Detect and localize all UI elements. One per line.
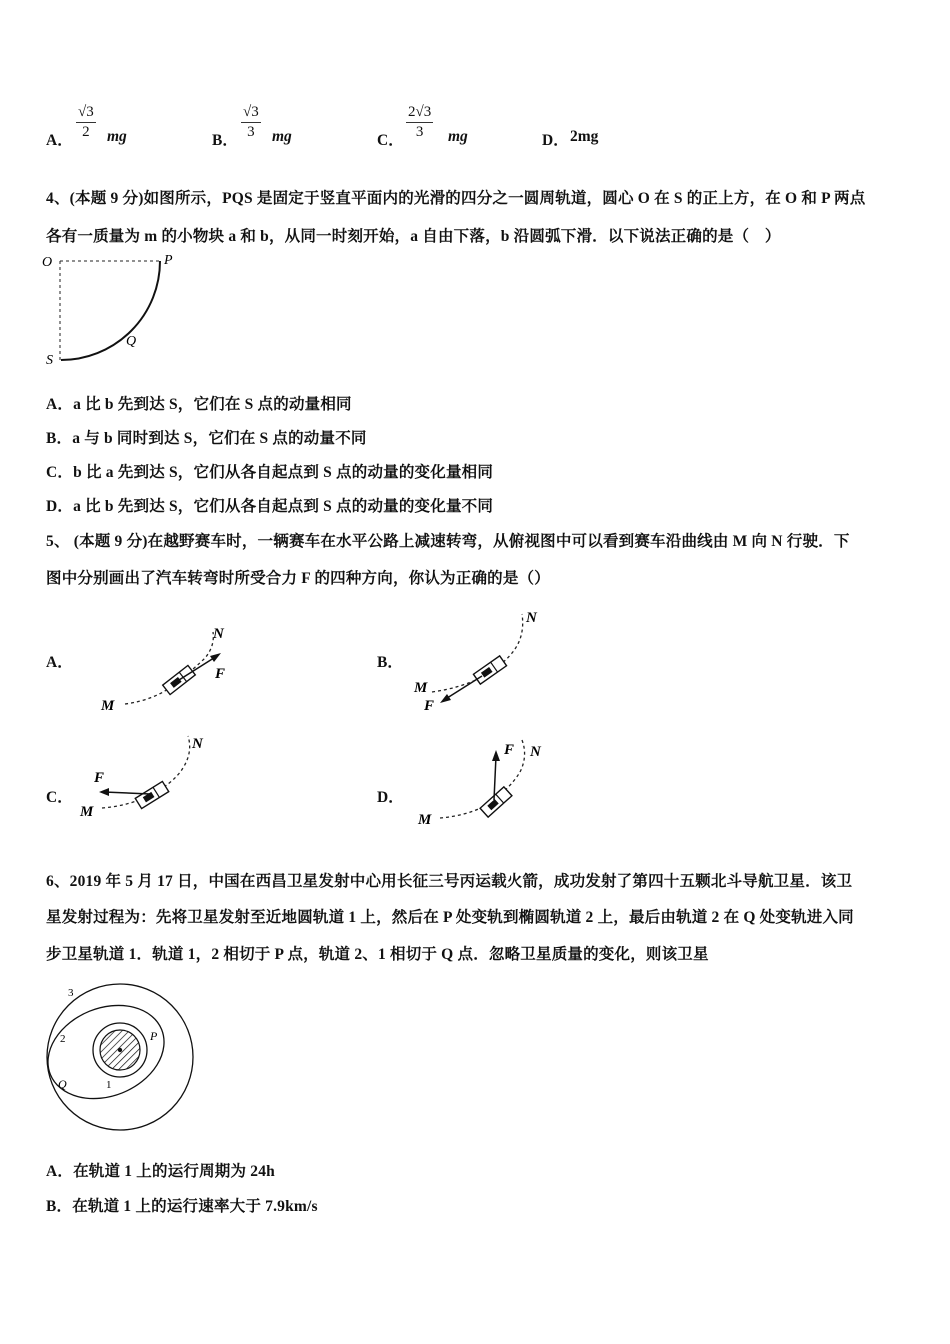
q4-label-q: Q (126, 334, 137, 349)
q5-stem-line-1: 5、 (本题 9 分)在越野赛车时，一辆赛车在水平公路上减速转弯，从俯视图中可以看到赛车沿曲线由 M 向 N 行驶．下 (46, 533, 850, 550)
q6-stem-line-2: 星发射过程为：先将卫星发射至近地圆轨道 1 上，然后在 P 处变轨到椭圆轨道 2 上，最后由轨道 2 在 Q 处变轨进入同 (46, 909, 854, 926)
q6-earth-center (118, 1048, 122, 1052)
q5-d-force-arrowhead (492, 750, 500, 761)
q5-b-force-arrow (444, 676, 482, 700)
q4-option-a: A．a 比 b 先到达 S，它们在 S 点的动量相同 (46, 396, 352, 413)
q6-orbit-figure (38, 980, 203, 1140)
q3-option-b-fraction (241, 104, 261, 141)
q5-d-car (480, 787, 512, 817)
q5-b-car (473, 656, 506, 684)
q3-option-a-fraction (76, 104, 96, 141)
q3-option-c-suffix: mg (448, 128, 468, 145)
q6-option-b: B．在轨道 1 上的运行速率大于 7.9km/s (46, 1198, 318, 1215)
q5-d-label-m: M (418, 812, 432, 828)
q5-b-label-n: N (526, 610, 537, 626)
q3-option-d-label: D． (542, 132, 569, 149)
q3-option-c-fraction (406, 104, 433, 141)
q3-option-b-numerator: √3 (243, 104, 259, 120)
q6-stem-line-3: 步卫星轨道 1．轨道 1，2 相切于 P 点，轨道 2、1 相切于 Q 点．忽略卫星质量的变化，则该卫星 (46, 946, 709, 963)
q6-stem-line-1: 6、2019 年 5 月 17 日，中国在西昌卫星发射中心用长征三号丙运载火箭，成功发射了第四十五颗北斗导航卫星．该卫 (46, 873, 853, 890)
q6-label-1: 1 (106, 1079, 112, 1091)
q4-stem-line-2: 各有一质量为 m 的小物块 a 和 b，从同一时刻开始，a 自由下落，b 沿圆弧下滑．以下说法正确的是（ ） (46, 228, 781, 245)
q4-option-c: C．b 比 a 先到达 S，它们从各自起点到 S 点的动量的变化量相同 (46, 464, 494, 481)
q3-option-a-label: A． (46, 132, 73, 149)
q6-label-q: Q (58, 1077, 67, 1091)
q6-label-2: 2 (60, 1033, 66, 1045)
q5-option-d-label: D． (377, 789, 404, 806)
q5-a-label-m: M (101, 698, 115, 714)
q5-c-label-f: F (94, 770, 105, 786)
q3-option-c-numerator: 2√3 (408, 104, 432, 120)
q4-quarter-circle-figure (40, 250, 190, 370)
q5-b-label-m: M (414, 680, 428, 696)
q4-label-p: P (164, 253, 173, 268)
q5-option-b-label: B． (377, 654, 403, 671)
q5-c-label-m: M (80, 804, 94, 820)
q3-option-a-suffix: mg (107, 128, 127, 145)
q3-option-c-denominator: 3 (415, 124, 424, 140)
q4-stem-line-1: 4、(本题 9 分)如图所示，PQS 是固定于竖直平面内的光滑的四分之一圆周轨道，圆心 O 在 S 的正上方，在 O 和 P 两点 (46, 190, 866, 207)
q6-label-p: P (150, 1029, 158, 1043)
q3-option-d-text: 2mg (570, 128, 599, 145)
q5-option-a-label: A． (46, 654, 73, 671)
q4-option-b: B．a 与 b 同时到达 S，它们在 S 点的动量不同 (46, 430, 367, 447)
q6-option-a: A．在轨道 1 上的运行周期为 24h (46, 1163, 275, 1180)
q5-c-force-arrow (104, 792, 150, 794)
q3-option-b-denominator: 3 (247, 124, 255, 140)
q5-a-label-n: N (213, 626, 224, 642)
q5-figure-d (410, 734, 560, 829)
q4-option-d: D．a 比 b 先到达 S，它们从各自起点到 S 点的动量的变化量不同 (46, 498, 494, 515)
q5-d-label-f: F (504, 742, 515, 758)
q3-option-a-numerator: √3 (78, 104, 94, 120)
q5-c-force-arrowhead (99, 788, 109, 796)
q3-option-a-denominator: 2 (82, 124, 90, 140)
q5-figure-b (410, 604, 560, 714)
q3-option-c-label: C． (377, 132, 404, 149)
q5-a-label-f: F (215, 666, 226, 682)
q4-arc-track (61, 261, 160, 360)
q5-option-c-label: C． (46, 789, 73, 806)
q5-a-force-arrowhead (210, 653, 221, 662)
q4-label-s: S (46, 353, 53, 368)
q5-stem-line-2: 图中分别画出了汽车转弯时所受合力 F 的四种方向，你认为正确的是（） (46, 570, 550, 587)
q5-b-label-f: F (424, 698, 435, 714)
q5-b-force-arrowhead (440, 694, 451, 703)
q3-option-b-label: B． (212, 132, 238, 149)
q5-c-label-n: N (192, 736, 203, 752)
q4-label-o: O (42, 255, 53, 270)
q5-c-car (135, 781, 168, 808)
q5-figure-a (95, 618, 245, 718)
q3-option-b-suffix: mg (272, 128, 292, 145)
q5-figure-c (78, 732, 228, 822)
q6-label-3: 3 (68, 987, 74, 999)
q5-d-label-n: N (530, 744, 541, 760)
